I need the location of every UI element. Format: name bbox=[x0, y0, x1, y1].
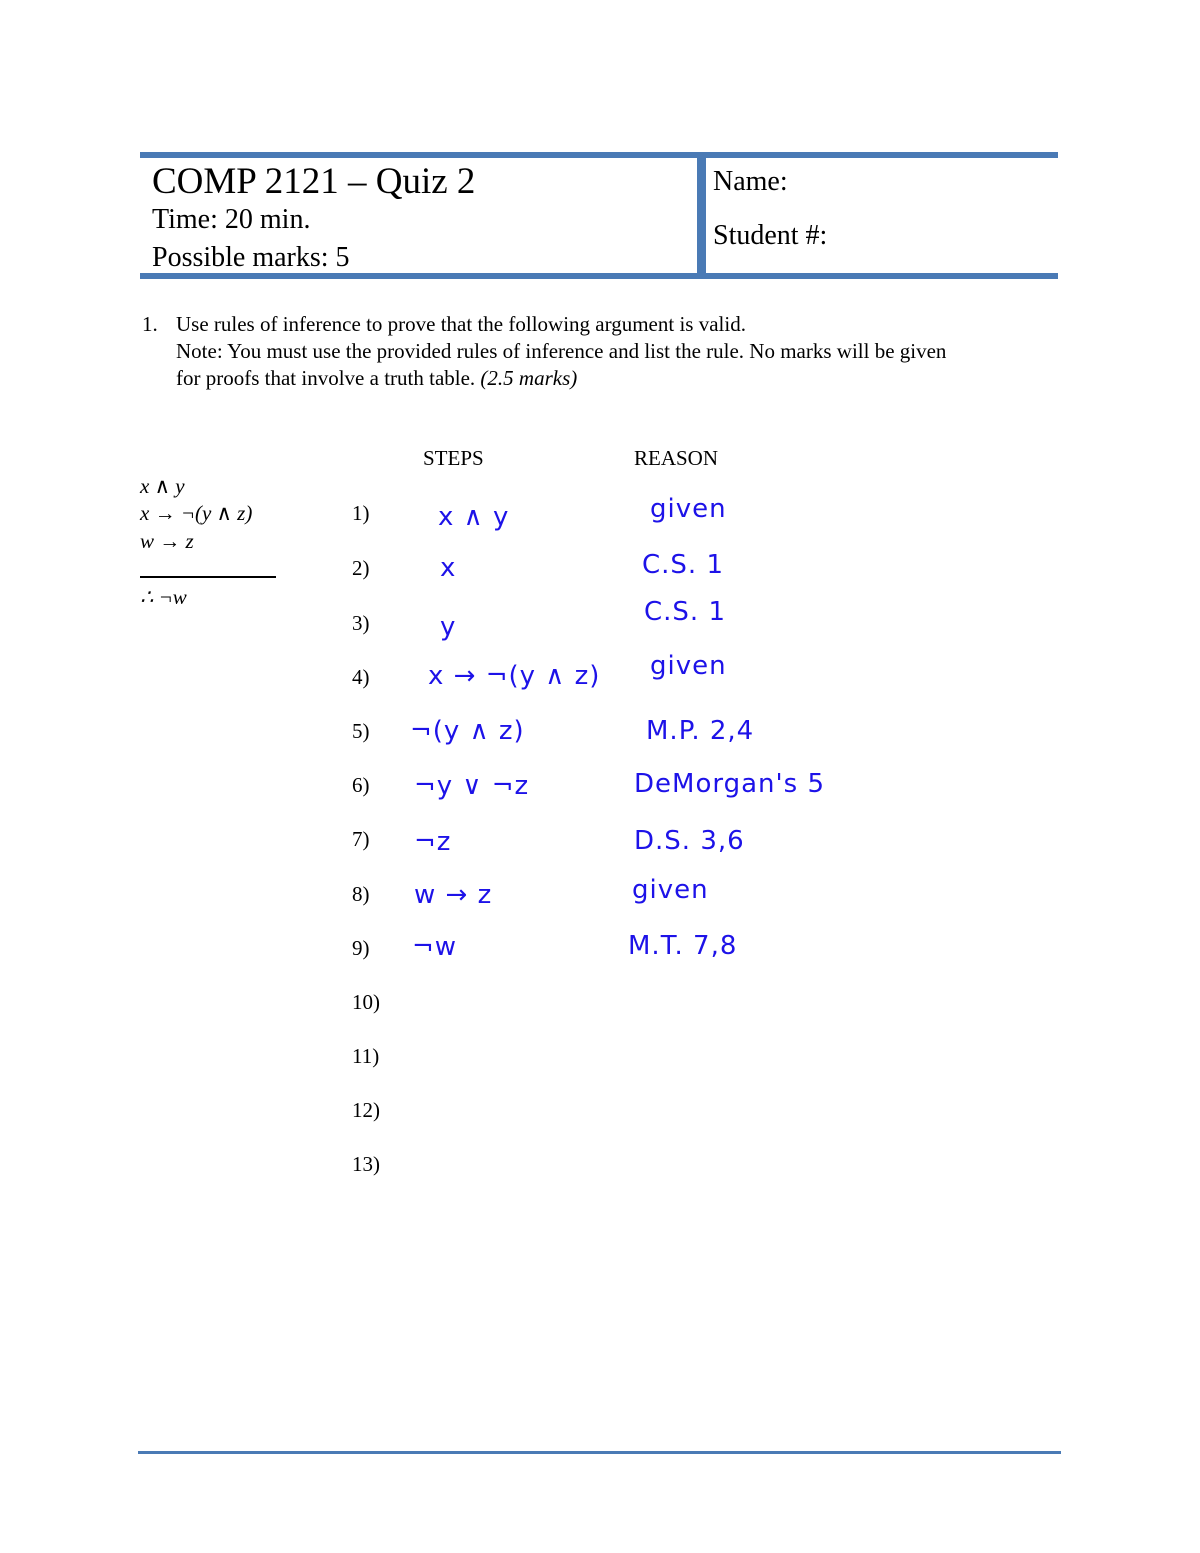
reason-header: REASON bbox=[634, 446, 719, 470]
line-number: 10) bbox=[352, 990, 380, 1014]
conclusion-rule bbox=[140, 576, 276, 578]
proof-reason: C.S. 1 bbox=[642, 550, 724, 580]
question-number: 1. bbox=[142, 312, 158, 336]
proof-reason: M.P. 2,4 bbox=[646, 716, 755, 746]
student-number-label: Student #: bbox=[713, 220, 828, 251]
question-line-3 bbox=[176, 365, 577, 392]
proof-step: ¬z bbox=[414, 827, 452, 857]
proof-step: x ∧ y bbox=[438, 502, 510, 532]
quiz-title: COMP 2121 – Quiz 2 bbox=[152, 161, 476, 202]
proof-step: ¬w bbox=[412, 932, 458, 962]
question-line-3-text: for proofs that involve a truth table. bbox=[176, 366, 481, 390]
proof-step: y bbox=[440, 612, 457, 642]
header-top-rule bbox=[140, 152, 1058, 158]
name-label: Name: bbox=[713, 166, 788, 197]
conclusion: ∴ ¬w bbox=[140, 585, 187, 609]
header-divider bbox=[697, 156, 706, 276]
line-number: 7) bbox=[352, 827, 370, 851]
steps-header: STEPS bbox=[423, 446, 484, 470]
line-number: 5) bbox=[352, 719, 370, 743]
proof-reason: given bbox=[632, 875, 709, 905]
question-line-1: Use rules of inference to prove that the following argument is valid. bbox=[176, 312, 746, 336]
proof-reason: D.S. 3,6 bbox=[634, 826, 745, 856]
premise-2: x → ¬(y ∧ z) bbox=[140, 501, 253, 525]
proof-step: ¬(y ∧ z) bbox=[410, 716, 525, 746]
premise-1: x ∧ y bbox=[140, 474, 185, 498]
line-number: 6) bbox=[352, 773, 370, 797]
proof-reason: DeMorgan's 5 bbox=[634, 769, 826, 799]
proof-reason: M.T. 7,8 bbox=[628, 931, 738, 961]
line-number: 4) bbox=[352, 665, 370, 689]
footer-rule bbox=[138, 1451, 1061, 1454]
line-number: 8) bbox=[352, 882, 370, 906]
proof-reason: given bbox=[650, 651, 727, 681]
line-number: 9) bbox=[352, 936, 370, 960]
line-number: 1) bbox=[352, 501, 370, 525]
line-number: 12) bbox=[352, 1098, 380, 1122]
proof-step: x → ¬(y ∧ z) bbox=[428, 661, 601, 691]
proof-step: w → z bbox=[414, 880, 493, 910]
possible-marks: Possible marks: 5 bbox=[152, 242, 350, 273]
proof-step: x bbox=[440, 553, 457, 583]
line-number: 3) bbox=[352, 611, 370, 635]
premise-3: w → z bbox=[140, 529, 194, 553]
time-limit: Time: 20 min. bbox=[152, 204, 311, 235]
line-number: 13) bbox=[352, 1152, 380, 1176]
question-marks: (2.5 marks) bbox=[480, 366, 578, 390]
proof-reason: given bbox=[650, 494, 727, 524]
line-number: 11) bbox=[352, 1044, 380, 1068]
line-number: 2) bbox=[352, 556, 370, 580]
proof-reason: C.S. 1 bbox=[644, 597, 726, 627]
proof-step: ¬y ∨ ¬z bbox=[414, 771, 530, 801]
question-line-2: Note: You must use the provided rules of inference and list the rule. No marks will be given bbox=[176, 339, 947, 363]
